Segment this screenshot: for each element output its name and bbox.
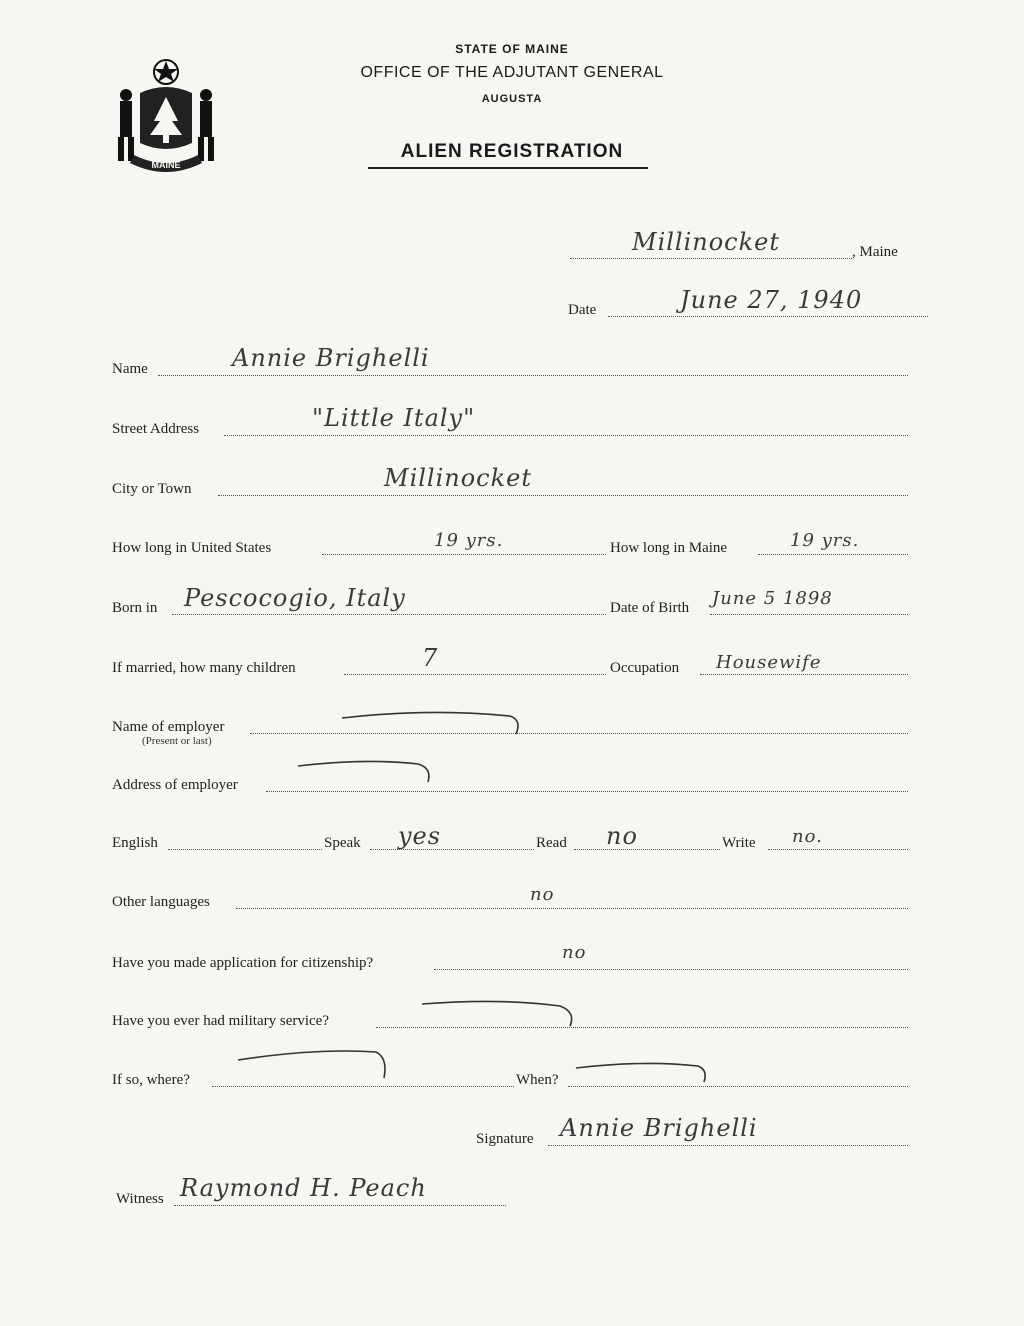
write-value: no. (792, 826, 823, 847)
date-value: June 27, 1940 (680, 286, 863, 314)
date-label: Date (568, 302, 597, 318)
read-line (574, 849, 720, 850)
place-value: Millinocket (632, 228, 781, 256)
date-of-birth-label: Date of Birth (610, 600, 690, 616)
where-line (212, 1086, 514, 1087)
citizenship-value: no (562, 942, 587, 963)
employer-name-sublabel: (Present or last) (142, 735, 212, 747)
date-of-birth-value: June 5 1898 (712, 588, 833, 609)
how-long-us-value: 19 yrs. (434, 530, 504, 551)
read-label: Read (536, 835, 567, 851)
citizenship-label: Have you made application for citizenship? (112, 955, 374, 971)
military-dash-mark (420, 996, 580, 1030)
speak-value: yes (398, 822, 442, 850)
state-heading: STATE OF MAINE (455, 42, 569, 56)
when-label: When? (516, 1072, 559, 1088)
how-long-us-label: How long in United States (112, 540, 272, 556)
other-languages-line (236, 908, 908, 909)
witness-line (174, 1205, 506, 1206)
employer-address-dash-mark (296, 756, 436, 786)
english-line (168, 849, 322, 850)
date-line (608, 316, 928, 317)
military-label: Have you ever had military service? (112, 1013, 329, 1029)
speak-line (370, 849, 534, 850)
children-line (344, 674, 606, 675)
witness-value: Raymond H. Peach (180, 1174, 427, 1202)
place-suffix: , Maine (852, 244, 898, 260)
signature-line (548, 1145, 908, 1146)
occupation-line (700, 674, 908, 675)
street-address-label: Street Address (112, 421, 200, 437)
name-value: Annie Brighelli (232, 344, 430, 372)
employer-address-line (266, 791, 908, 792)
how-long-maine-label: How long in Maine (610, 540, 728, 556)
write-line (768, 849, 908, 850)
name-line (158, 375, 908, 376)
employer-name-label: Name of employer (112, 719, 225, 735)
how-long-us-line (322, 554, 606, 555)
children-label: If married, how many children (112, 660, 296, 676)
other-languages-value: no (530, 884, 555, 905)
city-line (218, 495, 908, 496)
how-long-maine-value: 19 yrs. (790, 530, 860, 551)
street-address-line (224, 435, 908, 436)
how-long-maine-line (758, 554, 908, 555)
occupation-label: Occupation (610, 660, 680, 676)
born-in-line (172, 614, 606, 615)
where-label: If so, where? (112, 1072, 190, 1088)
signature-label: Signature (476, 1131, 534, 1147)
title-underline (368, 167, 648, 169)
office-heading: OFFICE OF THE ADJUTANT GENERAL (360, 64, 664, 81)
signature-value: Annie Brighelli (560, 1114, 758, 1142)
read-value: no (606, 822, 638, 850)
citizenship-line (434, 969, 908, 970)
city-label: City or Town (112, 481, 192, 497)
place-line (570, 258, 852, 259)
street-address-value: "Little Italy" (312, 404, 476, 432)
other-languages-label: Other languages (112, 894, 210, 910)
when-line (568, 1086, 908, 1087)
name-label: Name (112, 361, 148, 377)
born-in-label: Born in (112, 600, 158, 616)
city-value: Millinocket (384, 464, 533, 492)
write-label: Write (722, 835, 756, 851)
employer-address-label: Address of employer (112, 777, 238, 793)
form-title: ALIEN REGISTRATION (400, 141, 624, 162)
witness-label: Witness (116, 1191, 164, 1207)
date-of-birth-line (710, 614, 908, 615)
city-heading: AUGUSTA (481, 93, 543, 105)
employer-name-dash-mark (340, 706, 525, 738)
speak-label: Speak (324, 835, 361, 851)
born-in-value: Pescocogio, Italy (184, 584, 406, 612)
when-dash-mark (574, 1058, 714, 1086)
english-label: English (112, 835, 158, 851)
children-value: 7 (422, 644, 439, 672)
seal-text: MAINE (151, 160, 181, 170)
where-dash-mark (236, 1046, 396, 1082)
occupation-value: Housewife (716, 652, 822, 673)
